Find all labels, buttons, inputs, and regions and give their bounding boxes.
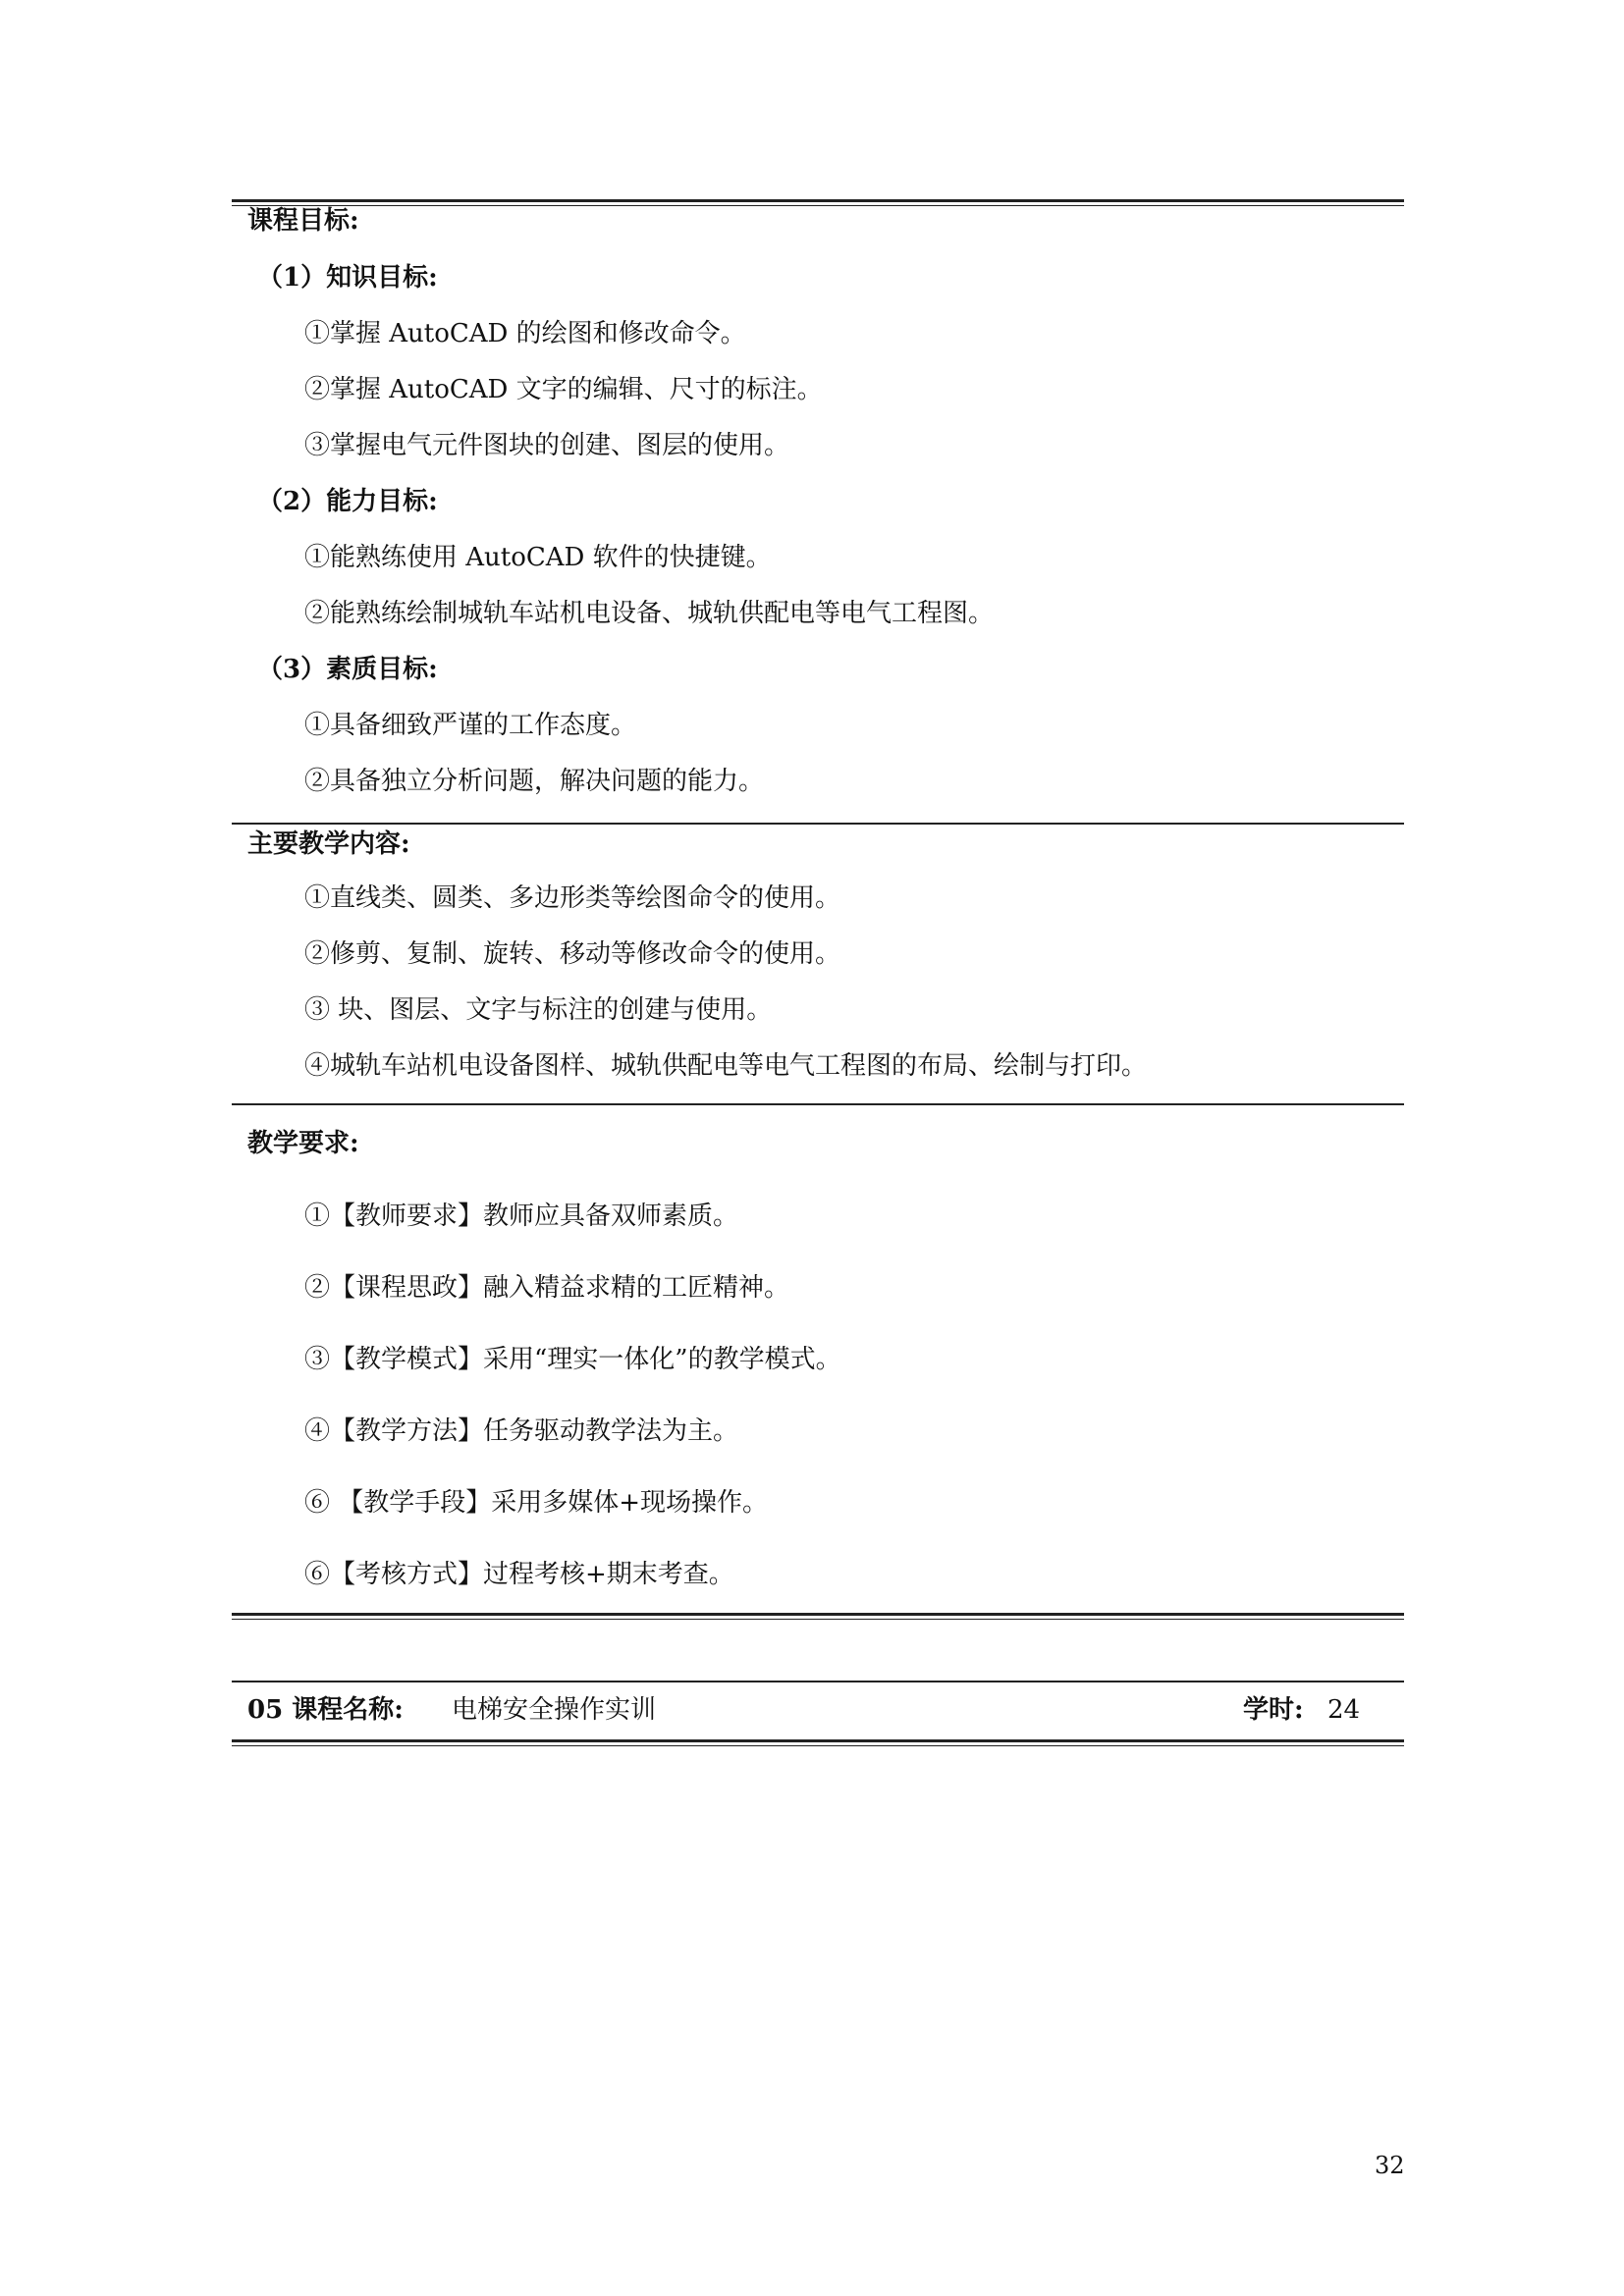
goals-heading: 课程目标:: [247, 206, 359, 236]
section-divider: [232, 1103, 1404, 1105]
requirement-item: ③【教学模式】采用“理实一体化”的教学模式。: [304, 1345, 841, 1374]
section-end-rule: [232, 1613, 1404, 1620]
course-number-label: 05 课程名称:: [247, 1695, 404, 1725]
course-hours-label: 学时:: [1243, 1695, 1304, 1725]
content-item: ④城轨车站机电设备图样、城轨供配电等电气工程图的布局、绘制与打印。: [304, 1051, 1148, 1081]
ability-goal-item: ②能熟练绘制城轨车站机电设备、城轨供配电等电气工程图。: [304, 599, 995, 628]
quality-goal-item: ②具备独立分析问题，解决问题的能力。: [304, 767, 765, 796]
knowledge-goal-item: ③掌握电气元件图块的创建、图层的使用。: [304, 431, 790, 460]
ability-goals-heading: （2）能力目标:: [257, 487, 438, 516]
requirement-item: ⑥ 【教学手段】采用多媒体+现场操作。: [304, 1488, 769, 1518]
requirement-item: ⑥【考核方式】过程考核+期末考查。: [304, 1560, 734, 1589]
section-divider: [232, 823, 1404, 825]
knowledge-goal-item: ①掌握 AutoCAD 的绘图和修改命令。: [304, 319, 746, 348]
course-name: 电梯安全操作实训: [452, 1695, 657, 1725]
page-number: 32: [1375, 2152, 1405, 2179]
knowledge-goals-heading: （1）知识目标:: [257, 263, 438, 293]
quality-goal-item: ①具备细致严谨的工作态度。: [304, 711, 637, 740]
requirements-heading: 教学要求:: [247, 1129, 359, 1158]
requirement-item: ④【教学方法】任务驱动教学法为主。: [304, 1416, 739, 1446]
quality-goals-heading: （3）素质目标:: [257, 655, 438, 684]
knowledge-goal-item: ②掌握 AutoCAD 文字的编辑、尺寸的标注。: [304, 375, 823, 404]
course-hours: 24: [1327, 1695, 1361, 1725]
requirement-item: ②【课程思政】融入精益求精的工匠精神。: [304, 1273, 790, 1303]
course-header-top-rule: [232, 1681, 1404, 1682]
ability-goal-item: ①能熟练使用 AutoCAD 软件的快捷键。: [304, 543, 772, 572]
course-header-bottom-rule: [232, 1739, 1404, 1746]
requirement-item: ①【教师要求】教师应具备双师素质。: [304, 1201, 739, 1231]
content-item: ③ 块、图层、文字与标注的创建与使用。: [304, 995, 773, 1025]
content-item: ②修剪、复制、旋转、移动等修改命令的使用。: [304, 939, 841, 969]
content-heading: 主要教学内容:: [247, 829, 410, 859]
content-item: ①直线类、圆类、多边形类等绘图命令的使用。: [304, 883, 841, 913]
top-rule: [232, 199, 1404, 206]
